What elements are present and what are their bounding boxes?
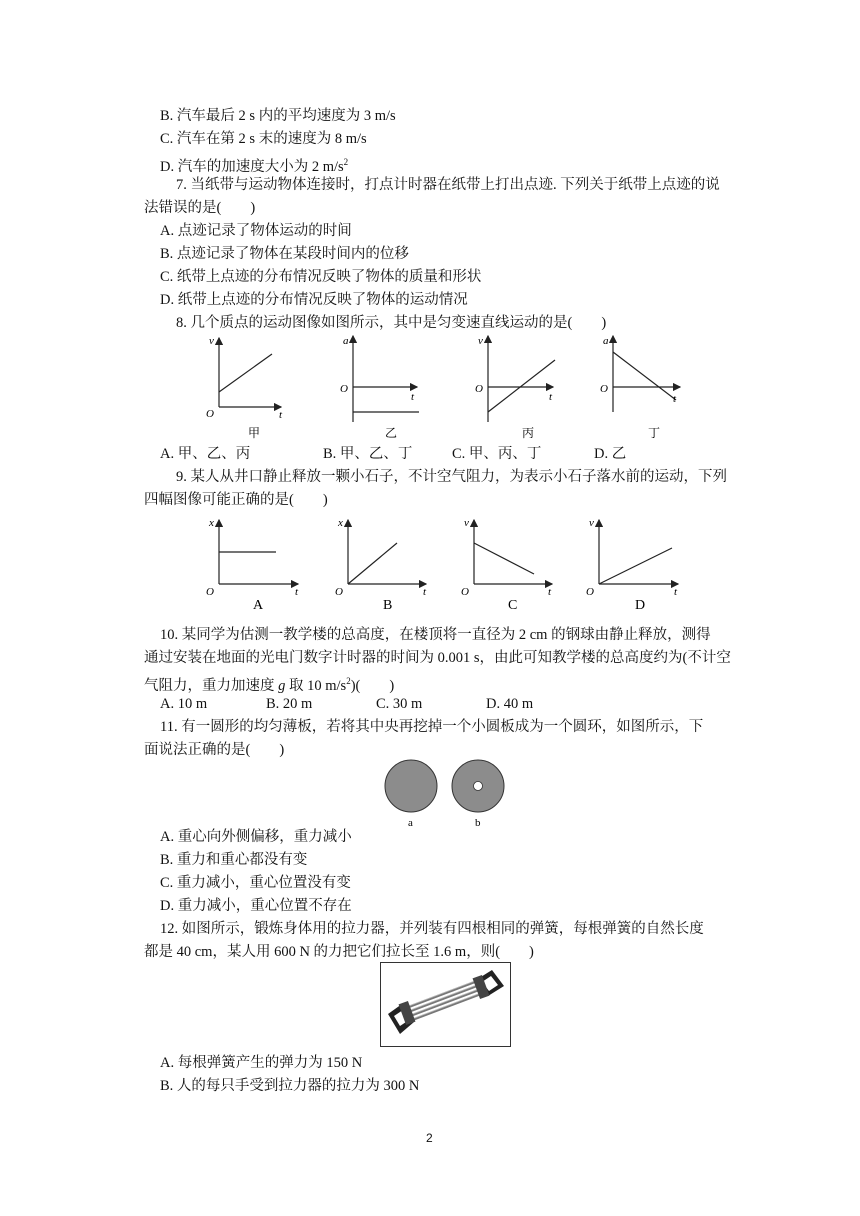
q6-option-b: B. 汽车最后 2 s 内的平均速度为 3 m/s: [160, 108, 396, 124]
q9-caption-b: B: [383, 598, 393, 613]
q8-yi-y-label: a: [343, 335, 349, 347]
q8-caption-bing: 丙: [522, 426, 535, 440]
q9-a-origin: O: [206, 586, 214, 598]
q8-bing-origin: O: [475, 383, 483, 395]
q8-jia-origin: O: [206, 408, 214, 420]
q7-stem-line2: 法错误的是( ): [144, 200, 256, 216]
q9-caption-a: A: [253, 598, 264, 613]
q9-a-y-label: x: [209, 517, 214, 529]
q12-option-b: B. 人的每只手受到拉力器的拉力为 300 N: [160, 1078, 420, 1094]
q6-option-d: D. 汽车的加速度大小为 2 $m/s^2$: [160, 157, 349, 175]
q7-option-a: A. 点迹记录了物体运动的时间: [160, 223, 352, 239]
q11-option-c: C. 重力减小，重心位置没有变: [160, 875, 351, 891]
q9-d-origin: O: [586, 586, 594, 598]
q8-option-a: A. 甲、乙、丙: [160, 446, 251, 462]
q11-option-a: A. 重心向外侧偏移，重力减小: [160, 829, 352, 845]
solid-disk: [385, 760, 437, 812]
q8-caption-yi: 乙: [385, 426, 398, 440]
q9-graph-a: [206, 517, 299, 598]
q8-caption-ding: 丁: [648, 426, 661, 440]
q11-label-b: b: [475, 817, 481, 829]
q9-graph-b: [335, 517, 427, 598]
q7-option-b: B. 点迹记录了物体在某段时间内的位移: [160, 246, 409, 262]
q10-stem-line3: 气阻力，重力加速度 g 取 10 $m/s^2$)( ): [144, 676, 395, 694]
q8-ding-origin: O: [600, 383, 608, 395]
q12-expander-figure: [380, 962, 511, 1047]
q8-figure: [195, 330, 705, 445]
q8-graph-bing: [475, 335, 555, 422]
q11-stem-line2: 面说法正确的是( ): [144, 742, 285, 758]
q8-graph-jia: [206, 335, 283, 421]
q9-graph-d: [586, 517, 678, 598]
q8-jia-y-label: v: [209, 335, 214, 347]
page-number: 2: [426, 1131, 433, 1145]
q8-bing-y-label: v: [478, 335, 483, 347]
q10-option-c: C. 30 m: [376, 696, 423, 712]
q7-option-c: C. 纸带上点迹的分布情况反映了物体的质量和形状: [160, 269, 482, 285]
q11-figure: [380, 758, 510, 830]
q11-option-d: D. 重力减小，重心位置不存在: [160, 898, 352, 914]
q9-caption-c: C: [508, 598, 518, 613]
q9-c-x-label: t: [548, 586, 552, 598]
q12-stem-line2: 都是 40 cm，某人用 600 N 的力把它们拉长至 1.6 m，则( ): [144, 944, 534, 960]
q6-option-c: C. 汽车在第 2 s 末的速度为 8 m/s: [160, 131, 367, 147]
q8-yi-x-label: t: [411, 391, 415, 403]
q12-option-a: A. 每根弹簧产生的弹力为 150 N: [160, 1055, 363, 1071]
ring-hole: [474, 782, 483, 791]
q9-b-origin: O: [335, 586, 343, 598]
q8-yi-origin: O: [340, 383, 348, 395]
q12-stem-line1: 12. 如图所示，锻炼身体用的拉力器，并列装有四根相同的弹簧，每根弹簧的自然长度: [160, 921, 704, 937]
q8-stem: 8. 几个质点的运动图像如图所示，其中是匀变速直线运动的是( ): [176, 315, 607, 331]
q9-caption-d: D: [635, 598, 646, 613]
q9-stem-line2: 四幅图像可能正确的是( ): [144, 492, 328, 508]
q11-option-b: B. 重力和重心都没有变: [160, 852, 308, 868]
q7-stem-line1: 7. 当纸带与运动物体连接时，打点计时器在纸带上打出点迹. 下列关于纸带上点迹的说: [176, 177, 720, 193]
q10-option-b: B. 20 m: [266, 696, 313, 712]
q8-option-d: D. 乙: [594, 446, 627, 462]
q9-graph-c: [461, 517, 552, 598]
q9-c-y-label: v: [464, 517, 469, 529]
q9-d-y-label: v: [589, 517, 594, 529]
q8-bing-x-label: t: [549, 391, 553, 403]
q9-c-origin: O: [461, 586, 469, 598]
q8-jia-x-label: t: [279, 409, 283, 421]
q9-a-x-label: t: [295, 586, 299, 598]
q9-b-y-label: x: [338, 517, 343, 529]
q10-stem-line1: 10. 某同学为估测一教学楼的总高度，在楼顶将一直径为 2 cm 的钢球由静止释放，测得: [160, 627, 711, 643]
q8-graph-yi: [340, 335, 419, 422]
q8-graph-ding: [600, 335, 680, 412]
q9-d-x-label: t: [674, 586, 678, 598]
q8-option-c: C. 甲、丙、丁: [452, 446, 542, 462]
q8-ding-x-label: t: [673, 393, 677, 405]
q11-label-a: a: [408, 817, 413, 829]
q10-stem-line2: 通过安装在地面的光电门数字计时器的时间为 0.001 s，由此可知教学楼的总高度约为(不计空: [144, 650, 731, 666]
q8-option-b: B. 甲、乙、丁: [323, 446, 413, 462]
q9-figure: [200, 512, 690, 616]
q11-stem-line1: 11. 有一圆形的均匀薄板，若将其中央再挖掉一个小圆板成为一个圆环，如图所示，下: [160, 719, 704, 735]
q7-option-d: D. 纸带上点迹的分布情况反映了物体的运动情况: [160, 292, 468, 308]
q10-option-d: D. 40 m: [486, 696, 534, 712]
q9-b-x-label: t: [423, 586, 427, 598]
q8-caption-jia: 甲: [248, 426, 261, 440]
q8-ding-y-label: a: [603, 335, 609, 347]
q9-stem-line1: 9. 某人从井口静止释放一颗小石子，不计空气阻力，为表示小石子落水前的运动，下列: [176, 469, 727, 485]
q10-option-a: A. 10 m: [160, 696, 208, 712]
